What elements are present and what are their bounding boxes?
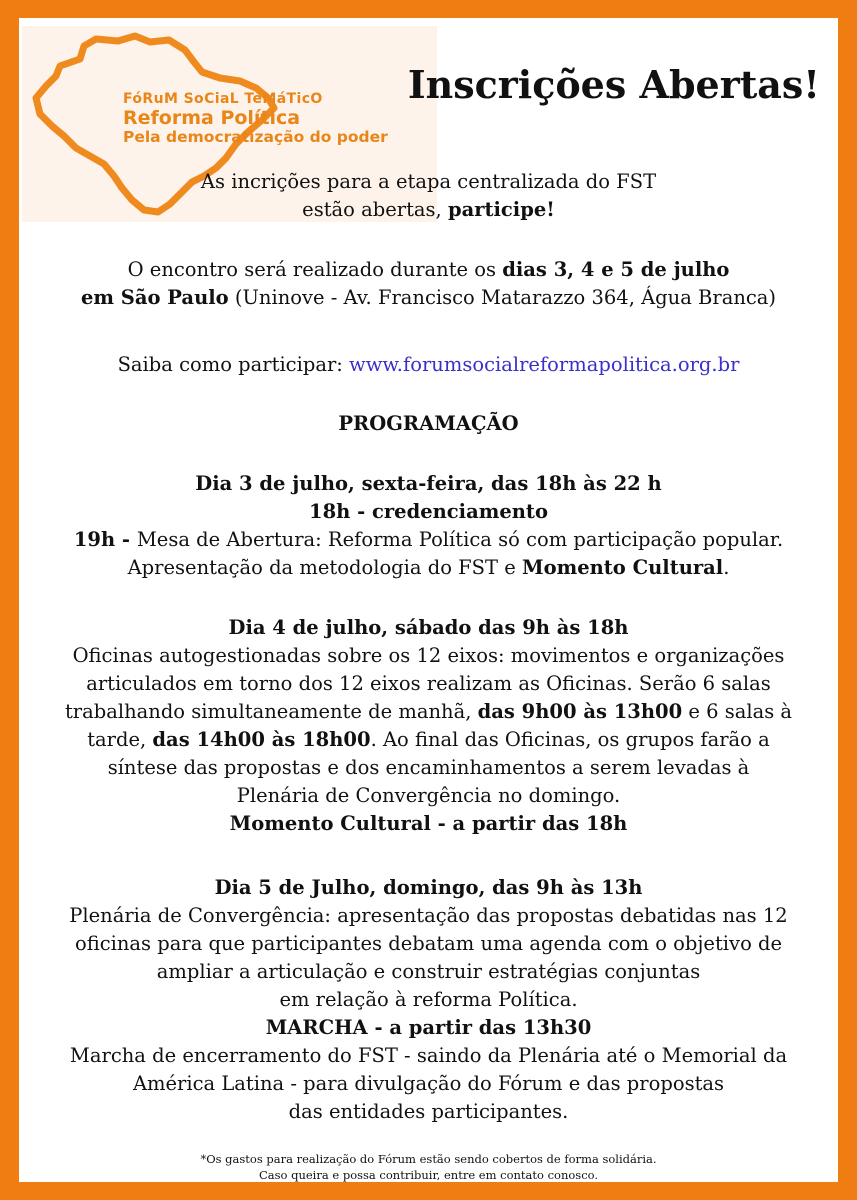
march-line-1: Marcha de encerramento do FST - saindo da Plenária até o Memorial da: [69, 1044, 788, 1067]
day2-block: [22, 614, 835, 838]
footer-line-2: Caso queira e possa contribuir, entre em contato conosco.: [258, 1168, 599, 1182]
day2-afternoon-time: das 14h00 às 18h00: [152, 728, 371, 751]
intro-cta: participe!: [447, 198, 555, 221]
logo-slogan: Pela democratização do poder: [123, 127, 388, 146]
program-heading: PROGRAMAÇÃO: [338, 412, 519, 435]
day3-line-2: oficinas para que participantes debatam uma agenda com o objetivo de: [74, 932, 783, 955]
event-city: em São Paulo: [80, 286, 229, 309]
day2-text-3: trabalhando simultaneamente de manhã,: [64, 700, 478, 723]
day2-line-2: articulados em torno dos 12 eixos realizam as Oficinas. Serão 6 salas: [86, 672, 771, 695]
event-dates: dias 3, 4 e 5 de julho: [502, 258, 730, 281]
info-label: Saiba como participar:: [117, 353, 350, 376]
day1-line-1: [22, 526, 835, 554]
intro-line-1: As incrições para a etapa centralizada do FST: [200, 170, 657, 193]
day3-line-3: ampliar a articulação e construir estratégias conjuntas: [156, 960, 701, 983]
day1-time: 19h -: [73, 528, 137, 551]
march-title: MARCHA - a partir das 13h30: [265, 1016, 592, 1039]
event-venue: (Uninove - Av. Francisco Matarazzo 364, Água Branca): [228, 286, 777, 309]
day3-line-4: em relação à reforma Política.: [279, 988, 578, 1011]
day2-cultural: Momento Cultural - a partir das 18h: [229, 812, 628, 835]
day2-line-3: [22, 698, 835, 726]
day2-text-4: tarde,: [87, 728, 153, 751]
day1-cultural: Momento Cultural: [521, 556, 724, 579]
day1-text: Mesa de Abertura: Reforma Política só com participação popular.: [136, 528, 784, 551]
intro-block: [22, 168, 835, 224]
day2-line-5: síntese das propostas e dos encaminhamentos a serem levadas à: [107, 756, 750, 779]
program-heading-block: [22, 410, 835, 438]
event-block: [22, 256, 835, 312]
intro-text: estão abertas,: [302, 198, 448, 221]
day1-text-2: Apresentação da metodologia do FST e: [127, 556, 522, 579]
footer-note: [22, 1151, 835, 1183]
day2-line-4: [22, 726, 835, 754]
event-text: O encontro será realizado durante os: [127, 258, 503, 281]
day1-subtitle: 18h - credenciamento: [309, 500, 548, 523]
day3-title: Dia 5 de Julho, domingo, das 9h às 13h: [214, 876, 643, 899]
day2-line-6: Plenária de Convergência no domingo.: [236, 784, 621, 807]
day2-morning-time: das 9h00 às 13h00: [477, 700, 683, 723]
website-link[interactable]: www.forumsocialreformapolitica.org.br: [349, 353, 740, 376]
event-line-1: [22, 256, 835, 284]
day1-block: [22, 470, 835, 582]
march-line-2: América Latina - para divulgação do Fórum e das propostas: [132, 1072, 725, 1095]
day2-line-1: Oficinas autogestionadas sobre os 12 eixos: movimentos e organizações: [72, 644, 785, 667]
event-line-2: [22, 284, 835, 312]
march-line-3: das entidades participantes.: [288, 1100, 569, 1123]
info-line: [22, 351, 835, 379]
day3-line-1: Plenária de Convergência: apresentação das propostas debatidas nas 12: [69, 904, 788, 927]
logo-forum-name: FóRuM SoCiaL TeMáTicO: [123, 91, 323, 107]
day1-period: .: [723, 556, 730, 579]
intro-line-2: [22, 196, 835, 224]
logo-theme: Reforma Política: [123, 106, 301, 129]
day2-title: Dia 4 de julho, sábado das 9h às 18h: [228, 616, 629, 639]
page-title: Inscrições Abertas!: [407, 62, 820, 107]
footer-line-1: *Os gastos para realização do Fórum estão sendo cobertos de forma solidária.: [200, 1152, 657, 1166]
day2-text-4b: . Ao final das Oficinas, os grupos farão a: [370, 728, 770, 751]
info-block: [22, 351, 835, 379]
day2-text-3b: e 6 salas à: [682, 700, 793, 723]
day1-line-2: [22, 554, 835, 582]
day1-title: Dia 3 de julho, sexta-feira, das 18h às 22 h: [195, 472, 662, 495]
day3-block: [22, 874, 835, 1126]
